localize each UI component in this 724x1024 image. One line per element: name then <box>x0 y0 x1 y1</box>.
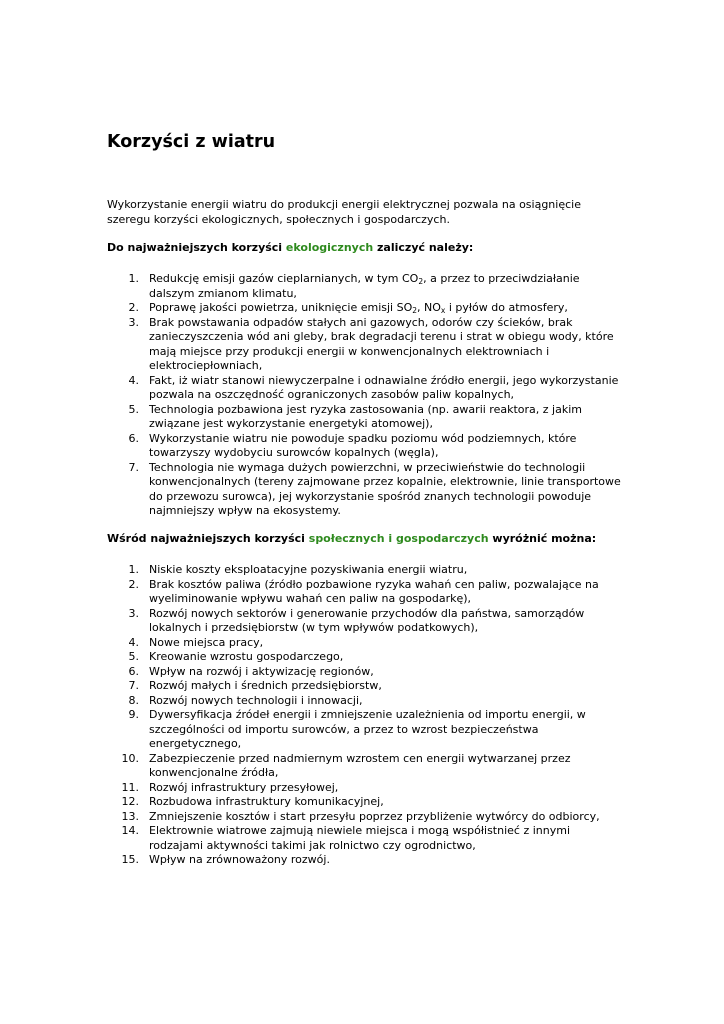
list-text: Rozwój małych i średnich przedsiębiorstw, <box>149 679 382 692</box>
list-item <box>107 578 622 607</box>
heading-text: zaliczyć należy: <box>373 241 474 254</box>
list-number: 5. <box>128 650 139 663</box>
page-title: Korzyści z wiatru <box>107 132 276 152</box>
heading-text: Do najważniejszych korzyści <box>107 241 286 254</box>
list-text: Rozwój nowych sektorów i generowanie przychodów dla państwa, samorządów lokalnych i przedsiębiorstw (w tym wpływów podatkowych), <box>149 606 585 634</box>
list-text: Zabezpieczenie przed nadmiernym wzrostem cen energii wytwarzanej przez konwencjonalne źródła, <box>149 751 571 779</box>
list-item <box>107 665 622 680</box>
list-item <box>107 694 622 709</box>
list-item <box>107 810 622 825</box>
ecological-benefits-list <box>107 272 622 519</box>
list-item <box>107 752 622 781</box>
list-text: Rozwój nowych technologii i innowacji, <box>149 693 363 707</box>
social-economic-benefits-list <box>107 563 622 868</box>
list-number: 13. <box>121 809 139 823</box>
list-item <box>107 403 622 432</box>
list-number: 2. <box>128 577 139 591</box>
list-item <box>107 781 622 796</box>
list-item <box>107 607 622 636</box>
list-item <box>107 679 622 694</box>
list-text: i pyłów do atmosfery, <box>445 301 568 314</box>
list-text: Rozbudowa infrastruktury komunikacyjnej, <box>149 795 384 808</box>
list-number: 3. <box>128 606 139 620</box>
list-text: Elektrownie wiatrowe zajmują niewiele miejsca i mogą współistnieć z innymi rodzajami aktywności takimi jak rolnictwo czy ogrodnictwo, <box>149 824 571 852</box>
list-text: Wpływ na rozwój i aktywizację regionów, <box>149 664 374 678</box>
list-number: 1. <box>128 563 139 576</box>
subscript: 2 <box>418 277 424 286</box>
list-text: Niskie koszty eksploatacyjne pozyskiwania energii wiatru, <box>149 563 468 576</box>
list-number: 7. <box>128 679 139 692</box>
list-number: 14. <box>121 824 139 837</box>
list-item <box>107 301 622 316</box>
list-item <box>107 636 622 651</box>
list-text: Brak kosztów paliwa (źródło pozbawione ryzyka wahań cen paliw, pozwalające na wyeliminowanie wpływu wahań cen paliw na gospodarkę), <box>149 577 599 605</box>
list-item <box>107 432 622 461</box>
list-number: 3. <box>128 315 139 329</box>
list-number: 10. <box>121 751 139 765</box>
list-text: , NO <box>417 301 441 314</box>
list-number: 6. <box>128 664 139 678</box>
list-text: Technologia pozbawiona jest ryzyka zastosowania (np. awarii reaktora, z jakim związane jest wykorzystanie energetyki atomowej), <box>149 402 582 430</box>
heading-text: wyróżnić można: <box>488 532 597 545</box>
list-number: 1. <box>128 272 139 285</box>
list-number: 11. <box>121 780 139 794</box>
list-number: 12. <box>121 795 139 808</box>
list-number: 4. <box>128 635 139 649</box>
list-text: Poprawę jakości powietrza, uniknięcie emisji SO <box>149 301 413 314</box>
list-text: Wpływ na zrównoważony rozwój. <box>149 853 330 866</box>
intro-paragraph: Wykorzystanie energii wiatru do produkcji energii elektrycznej pozwala na osiągnięcie szeregu korzyści ekologicznych, społecznych i gospodarczych. <box>107 198 581 226</box>
list-item <box>107 853 622 868</box>
list-item <box>107 563 622 578</box>
list-text: Redukcję emisji gazów cieplarnianych, w tym CO <box>149 272 419 285</box>
subscript: 2 <box>412 306 418 315</box>
subscript: x <box>440 306 446 315</box>
list-item <box>107 461 622 519</box>
section-heading-social-economic <box>107 531 596 546</box>
list-item <box>107 374 622 403</box>
list-text: Wykorzystanie wiatru nie powoduje spadku poziomu wód podziemnych, które towarzyszy wydobyciu surowców kopalnych (węgla), <box>149 431 577 459</box>
list-text: Fakt, iż wiatr stanowi niewyczerpalne i odnawialne źródło energii, jego wykorzystanie pozwala na oszczędność ograniczonych zasobów paliw kopalnych, <box>149 373 619 401</box>
heading-text: Wśród najważniejszych korzyści <box>107 532 309 545</box>
list-item <box>107 272 622 301</box>
list-item <box>107 795 622 810</box>
list-text: Brak powstawania odpadów stałych ani gazowych, odorów czy ścieków, brak zanieczyszczenia wód ani gleby, brak degradacji terenu i strat w obiegu wody, które mają miejsce przy produkcji energii w konwencjonalnych elektrowniach i elektrociepłowniach, <box>149 315 614 372</box>
section-heading-ecological <box>107 240 473 255</box>
list-item <box>107 708 622 752</box>
list-number: 6. <box>128 431 139 445</box>
list-text: , a przez to przeciwdziałanie dalszym zmianom klimatu, <box>149 272 580 300</box>
list-text: Zmniejszenie kosztów i start przesyłu poprzez przybliżenie wytwórcy do odbiorcy, <box>149 809 600 823</box>
list-text: Nowe miejsca pracy, <box>149 635 264 649</box>
list-item <box>107 650 622 665</box>
list-number: 9. <box>128 708 139 721</box>
heading-highlight: społecznych i gospodarczych <box>308 532 489 545</box>
list-text: Dywersyfikacja źródeł energii i zmniejszenie uzależnienia od importu energii, w szczególności od importu surowców, a przez to wzrost bezpieczeństwa energetycznego, <box>149 708 586 750</box>
list-text: Kreowanie wzrostu gospodarczego, <box>149 650 344 663</box>
heading-highlight: ekologicznych <box>285 241 374 254</box>
list-item <box>107 824 622 853</box>
list-number: 5. <box>128 402 139 416</box>
list-number: 4. <box>128 373 139 387</box>
list-text: Rozwój infrastruktury przesyłowej, <box>149 780 339 794</box>
list-item <box>107 316 622 374</box>
list-number: 2. <box>128 301 139 314</box>
list-number: 7. <box>128 460 139 474</box>
list-number: 8. <box>128 693 139 707</box>
list-number: 15. <box>121 853 139 866</box>
list-text: Technologia nie wymaga dużych powierzchni, w przeciwieństwie do technologii konwencjonalnych (tereny zajmowane przez kopalnie, elektrownie, linie transportowe do przewozu surowca), jej wykorzystanie spośród znanych technologii powoduje najmniejszy wpływ na ekosystemy. <box>149 460 621 517</box>
